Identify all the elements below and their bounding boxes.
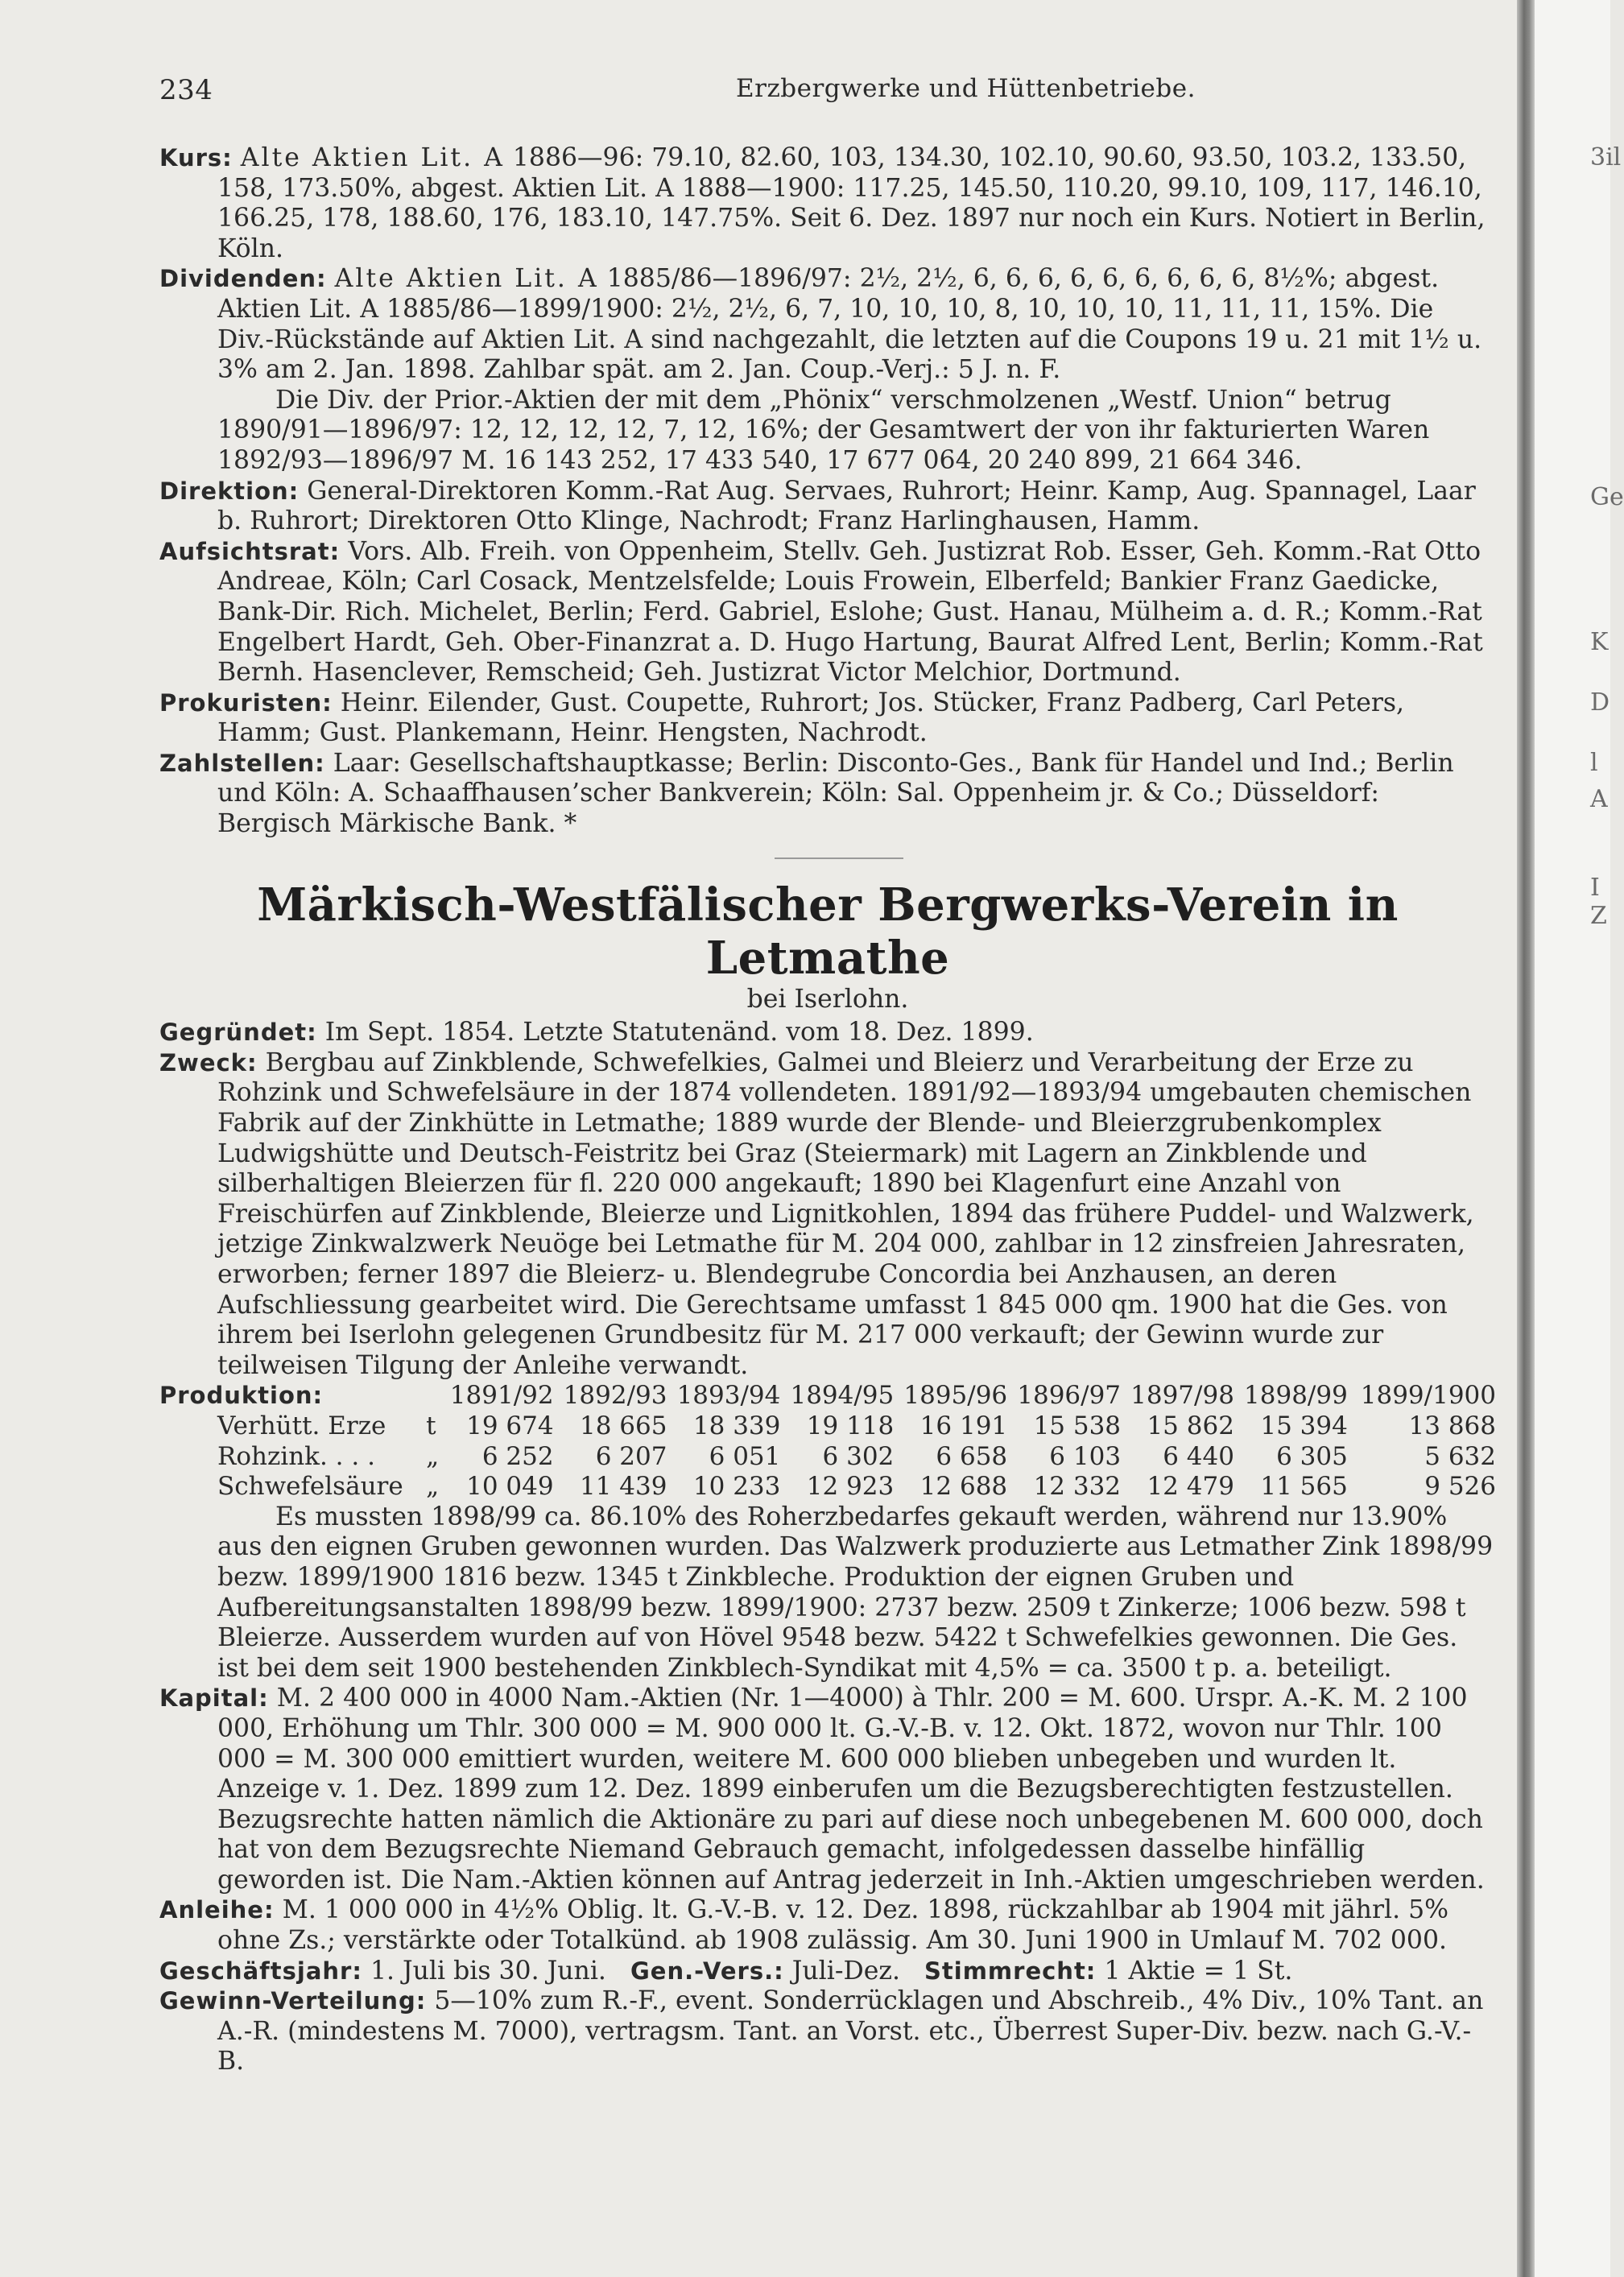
value-cell: 12 332: [1033, 1472, 1122, 1502]
year-cell: 1891/92: [449, 1381, 554, 1411]
margin-fragment: Ge: [1590, 483, 1624, 511]
zahlstellen-entry: [159, 749, 1496, 840]
value-cell: 6 103: [1049, 1441, 1122, 1471]
page-number: 234: [159, 74, 213, 106]
stimmrecht-text: 1 Aktie = 1 St.: [1104, 1956, 1293, 1986]
row-unit: „: [426, 1441, 440, 1471]
production-header-row: [159, 1381, 1496, 1411]
aufsichtsrat-entry: [159, 537, 1496, 688]
margin-fragment: Z: [1590, 902, 1607, 930]
value-cell: 18 339: [692, 1411, 781, 1440]
entry-label: Gegründet:: [159, 1019, 317, 1047]
margin-fragment: D: [1590, 688, 1610, 717]
table-row: [159, 1472, 1496, 1502]
gen-vers-label: Gen.-Vers.:: [630, 1957, 784, 1985]
entry-label: Direktion:: [159, 477, 300, 505]
entry-label: Produktion:: [159, 1382, 324, 1410]
entry-text: M. 1 000 000 in 4½% Oblig. lt. G.-V.-B. v. 12. Dez. 1898, rückzahlbar ab 1904 mit jährl. 5% ohne Zs.; verstärkte oder Totalkünd. ab 1908 zulässig. Am 30. Juni 1900 in Umlauf M. 702 000.: [217, 1895, 1449, 1956]
value-cell: 16 191: [919, 1411, 1008, 1440]
company-subtitle: bei Iserlohn.: [746, 984, 909, 1014]
running-title: Erzbergwerke und Hüttenbetriebe.: [736, 74, 1196, 103]
entry-text: Vors. Alb. Freih. von Oppenheim, Stellv. Geh. Justizrat Rob. Esser, Geh. Komm.-Rat Otto Andreae, Köln; Carl Cosack, Mentzelsfelde; Louis Frowein, Elberfeld; Bankier Franz Gaedicke, Bank-Dir. Rich. Michelet, Berlin; Ferd. Gabriel, Eslohe; Gust. Hanau, Mülheim a. d. R.; Komm.-Rat Engelbert Hardt, Geh. Ober-Finanzrat a. D. Hugo Hartung, Baurat Alfred Lent, Berlin; Komm.-Rat Bernh. Hasenclever, Remscheid; Geh. Justizrat Victor Melchior, Dortmund.: [217, 536, 1483, 688]
value-cell: 19 118: [806, 1411, 895, 1440]
entry-label: Dividenden:: [159, 265, 327, 293]
value-cell: 6 252: [481, 1441, 554, 1471]
anleihe-entry: [159, 1895, 1496, 1956]
entry-lead: Alte Aktien Lit. A: [334, 264, 599, 294]
entry-label: Zweck:: [159, 1048, 258, 1077]
gen-vers-text: Juli-Dez.: [791, 1956, 900, 1986]
year-cell: 1894/95: [790, 1381, 895, 1411]
stimmrecht-label: Stimmrecht:: [924, 1957, 1097, 1985]
entry-text: Heinr. Eilender, Gust. Coupette, Ruhrort; Jos. Stücker, Franz Padberg, Carl Peters, Hamm; Gust. Plankemann, Heinr. Hengsten, Nachrodt.: [217, 688, 1405, 748]
value-cell: 12 923: [806, 1472, 895, 1502]
entry-text: Es mussten 1898/99 ca. 86.10% des Roherzbedarfes gekauft werden, während nur 13.90% aus den eignen Gruben gewonnen wurden. Das Walzwerk produzierte aus Letmather Zink 1898/99 bezw. 1899/1900 1816 bezw. 1345 t Zinkbleche. Produktion der eignen Gruben und Aufbereitungsanstalten 1898/99 bezw. 1899/1900: 2737 bezw. 2509 t Zinkerze; 1006 bezw. 598 t Bleierze. Ausserdem wurden auf von Hövel 9548 bezw. 5422 t Schwefelkies gewonnen. Die Ges. ist bei dem seit 1900 bestehenden Zinkblech-Syndikat mit 4,5% = ca. 3500 t p. a. beteiligt.: [217, 1502, 1494, 1683]
year-cell: 1896/97: [1017, 1381, 1122, 1411]
prokuristen-entry: [159, 688, 1496, 749]
row-name: Verhütt. Erze: [217, 1411, 386, 1440]
year-cell: 1892/93: [563, 1381, 667, 1411]
dividenden-entry: [159, 264, 1496, 385]
entry-lead: Alte Aktien Lit. A: [240, 143, 505, 172]
entry-text: Bergbau auf Zinkblende, Schwefelkies, Galmei und Bleierz und Verarbeitung der Erze zu Rohzink und Schwefelsäure in der 1874 vollendeten. 1891/92—1893/94 umgebauten chemischen Fabrik auf der Zinkhütte in Letmathe; 1889 wurde der Blende- und Bleierzgrubenkomplex Ludwigshütte und Deutsch-Feistritz bei Graz (Steiermark) mit Lagern an Zinkblende und silberhaltigen Bleierzen für fl. 220 000 angekauft; 1890 bei Klagenfurt eine Anzahl von Freischürfen auf Zinkblende, Bleierze und Lignitkohlen, 1894 das frühere Puddel- und Walzwerk, jetzige Zinkwalzwerk Neuöge bei Letmathe für M. 204 000, zahlbar in 12 zinsfreien Jahresraten, erworben; ferner 1897 die Bleierz- u. Blendegrube Concordia bei Anzhausen, an deren Aufschliessung gearbeitet wird. Die Gerechtsame umfasst 1 845 000 qm. 1900 hat die Ges. von ihrem bei Iserlohn gelegenen Grundbesitz für M. 217 000 verkauft; der Gewinn wurde zur teilweisen Tilgung der Anleihe verwandt.: [217, 1048, 1474, 1380]
company-title: Märkisch-Westfälischer Bergwerks-Verein in Letmathe: [257, 878, 1399, 985]
entry-text: 1. Juli bis 30. Juni.: [370, 1956, 606, 1986]
value-cell: 10 233: [692, 1472, 781, 1502]
margin-fragment: A: [1590, 785, 1608, 813]
year-cell: 1897/98: [1130, 1381, 1234, 1411]
value-cell: 11 439: [580, 1472, 667, 1502]
year-cell: 1898/99: [1244, 1381, 1348, 1411]
margin-fragment: 3il: [1590, 143, 1622, 171]
produktion-text: [159, 1502, 1496, 1684]
table-row: [159, 1442, 1496, 1473]
gewinn-verteilung-entry: [159, 1986, 1496, 2077]
value-cell: 15 538: [1033, 1411, 1122, 1440]
entry-text: Die Div. der Prior.-Aktien der mit dem „Phönix“ verschmolzenen „Westf. Union“ betrug 1890/91—1896/97: 12, 12, 12, 12, 7, 12, 16%; der Gesamtwert der von ihr fakturierten Waren 1892/93—1896/97 M. 16 143 252, 17 433 540, 17 677 064, 20 240 899, 21 664 346.: [217, 385, 1430, 475]
entry-text: 1885/86—1896/97: 2½, 2½, 6, 6, 6, 6, 6, 6, 6, 6, 6, 8½%; abgest. Aktien Lit. A 1885/86—1899/1900: 2½, 2½, 6, 7, 10, 10, 10, 8, 10, 10, 10, 11, 11, 11, 15%. Die Div.-Rückstände auf Aktien Lit. A sind nachgezahlt, die letzten auf die Coupons 19 u. 21 mit 1½ u. 3% am 2. Jan. 1898. Zahlbar spät. am 2. Jan. Coup.-Verj.: 5 J. n. F.: [217, 264, 1482, 385]
entry-label: Zahlstellen:: [159, 749, 325, 777]
margin-fragment: l: [1590, 749, 1598, 777]
page-body: [159, 143, 1496, 2077]
table-row: [159, 1411, 1496, 1442]
gegruendet-entry: [159, 1018, 1496, 1048]
entry-label: Geschäftsjahr:: [159, 1957, 362, 1985]
value-cell: 5 632: [1424, 1441, 1496, 1471]
section-divider: [775, 857, 903, 859]
value-cell: 13 868: [1408, 1411, 1496, 1440]
margin-fragment: I: [1590, 874, 1600, 902]
value-cell: 6 302: [822, 1441, 895, 1471]
row-name: Schwefelsäure: [217, 1472, 403, 1502]
entry-text: Im Sept. 1854. Letzte Statutenänd. vom 18. Dez. 1899.: [324, 1018, 1034, 1048]
value-cell: 15 394: [1260, 1411, 1348, 1440]
dividenden-entry-cont: [159, 386, 1496, 477]
entry-label: Prokuristen:: [159, 688, 333, 717]
entry-label: Kapital:: [159, 1684, 269, 1713]
facing-page-edge: [1535, 0, 1610, 2277]
value-cell: 19 674: [466, 1411, 554, 1440]
value-cell: 12 479: [1147, 1472, 1234, 1502]
value-cell: 6 051: [709, 1441, 781, 1471]
value-cell: 9 526: [1424, 1472, 1496, 1502]
book-gutter: [1517, 0, 1535, 2277]
value-cell: 12 688: [919, 1472, 1008, 1502]
entry-label: Kurs:: [159, 144, 233, 171]
entry-text: Laar: Gesellschaftshauptkasse; Berlin: Disconto-Ges., Bank für Handel und Ind.; Berlin und Köln: A. Schaaffhausen’scher Bankverein; Köln: Sal. Oppenheim jr. & Co.; Düsseldorf: Bergisch Märkische Bank. *: [217, 748, 1454, 839]
row-unit: t: [426, 1411, 436, 1440]
entry-label: Aufsichtsrat:: [159, 537, 341, 565]
year-cell: 1893/94: [676, 1381, 781, 1411]
entry-label: Anleihe:: [159, 1896, 275, 1924]
row-name: Rohzink. . . .: [217, 1441, 375, 1471]
production-table: [159, 1381, 1496, 1502]
row-unit: „: [426, 1472, 440, 1502]
value-cell: 6 305: [1276, 1441, 1348, 1471]
entry-text: General-Direktoren Komm.-Rat Aug. Servaes, Ruhrort; Heinr. Kamp, Aug. Spannagel, Laar b. Ruhrort; Direktoren Otto Klinge, Nachrodt; Franz Harlinghausen, Hamm.: [217, 476, 1476, 536]
entry-label: Gewinn-Verteilung:: [159, 1987, 427, 2015]
value-cell: 18 665: [580, 1411, 667, 1440]
value-cell: 10 049: [466, 1472, 554, 1502]
value-cell: 15 862: [1147, 1411, 1234, 1440]
value-cell: 6 207: [595, 1441, 667, 1471]
kapital-entry: [159, 1684, 1496, 1895]
year-cell: 1895/96: [903, 1381, 1008, 1411]
kurs-entry: [159, 143, 1496, 264]
entry-text: M. 2 400 000 in 4000 Nam.-Aktien (Nr. 1—4000) à Thlr. 200 = M. 600. Urspr. A.-K. M. 2 100 000, Erhöhung um Thlr. 300 000 = M. 900 000 lt. G.-V.-B. v. 12. Okt. 1872, wovon nur Thlr. 100 000 = M. 300 000 emittiert wurden, weitere M. 600 000 blieben unbegeben und wurden lt. Anzeige v. 1. Dez. 1899 zum 12. Dez. 1899 einberufen um die Bezugsberechtigten festzustellen. Bezugsrechte hatten nämlich die Aktionäre zu pari auf diese noch unbegebenen M. 600 000, doch hat von dem Bezugsrechte Niemand Gebrauch gemacht, infolgedessen dasselbe hinfällig geworden ist. Die Nam.-Aktien können auf Antrag jederzeit in Inh.-Aktien umgeschrieben werden.: [217, 1684, 1485, 1895]
entry-text: 1886—96: 79.10, 82.60, 103, 134.30, 102.10, 90.60, 93.50, 103.2, 133.50, 158, 173.50%, abgest. Aktien Lit. A 1888—1900: 117.25, 145.50, 110.20, 99.10, 109, 117, 146.10, 166.25, 178, 188.60, 176, 183.10, 147.75%. Seit 6. Dez. 1897 nur noch ein Kurs. Notiert in Berlin, Köln.: [217, 143, 1486, 263]
value-cell: 6 440: [1163, 1441, 1234, 1471]
direktion-entry: [159, 477, 1496, 537]
margin-fragment: K: [1590, 628, 1609, 656]
value-cell: 6 658: [936, 1441, 1008, 1471]
year-cell: 1899/1900: [1360, 1381, 1496, 1411]
geschaeftsjahr-entry: [159, 1957, 1496, 1987]
value-cell: 11 565: [1260, 1472, 1348, 1502]
production-label-cell: [159, 1381, 426, 1411]
zweck-entry: [159, 1048, 1496, 1382]
entry-text: 5—10% zum R.-F., event. Sonderrücklagen und Abschreib., 4% Div., 10% Tant. an A.-R. (mindestens M. 7000), vertragsm. Tant. an Vorst. etc., Überrest Super-Div. bezw. nach G.-V.-B.: [217, 1986, 1484, 2077]
